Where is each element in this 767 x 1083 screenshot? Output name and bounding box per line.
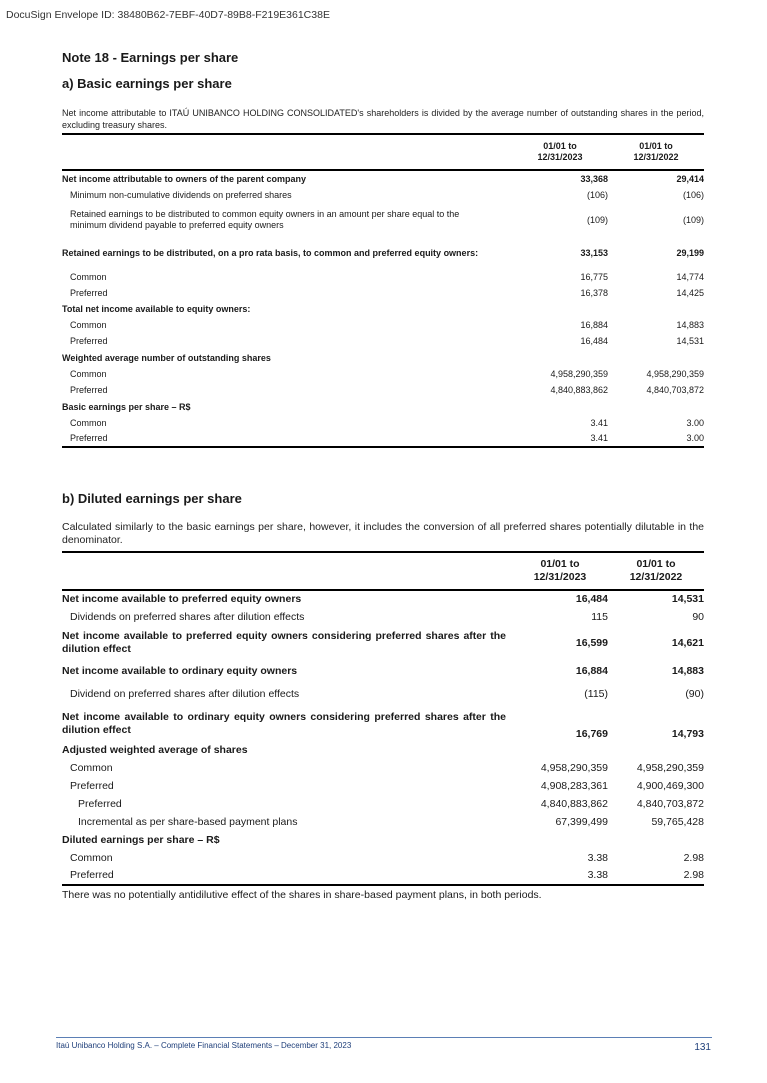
value-2023 [512,741,608,759]
value-2023: 16,484 [575,593,608,605]
value-2022 [608,831,704,849]
value-2022: 4,958,290,359 [646,368,704,379]
value-2023 [512,301,608,317]
table-row [62,795,704,813]
table-row [62,203,704,237]
table-row [62,759,704,777]
column-header-2022: 01/01 to 12/31/2022 [608,552,704,590]
value-2022: 4,958,290,359 [636,761,704,774]
value-2023 [512,350,608,366]
value-2022: 14,531 [671,593,704,605]
docusign-envelope-id: DocuSign Envelope ID: 38480B62-7EBF-40D7-89B8-F219E361C38E [6,9,330,21]
value-2023: 33,368 [580,173,608,184]
table-row [62,867,704,885]
value-2022 [608,350,704,366]
basic-eps-table [62,133,704,448]
table-row [62,382,704,399]
value-2022: (109) [682,214,704,225]
value-2022: (106) [682,189,704,200]
value-2023: 16,378 [580,287,608,298]
row-label: Common [70,319,107,330]
row-label: Net income available to preferred equity owners [62,593,302,605]
row-label: Preferred [78,797,122,810]
table-row [62,301,704,317]
row-label: Adjusted weighted average of shares [62,743,248,756]
table-row [62,813,704,831]
value-2023: 4,840,883,862 [550,385,608,395]
value-2023: 16,484 [580,336,608,346]
table-row [62,660,704,682]
row-label: Diluted earnings per share – R$ [62,833,220,846]
value-2023: 4,958,290,359 [540,761,608,774]
footer-text: Itaú Unibanco Holding S.A. – Complete Financial Statements – December 31, 2023 [56,1041,352,1050]
value-2023: 3.41 [590,417,608,428]
value-2023: 3.38 [587,851,608,864]
table-row [62,626,704,660]
value-2023: 4,908,283,361 [540,779,608,792]
value-2022 [608,399,704,415]
value-2022: 14,425 [676,287,704,298]
header-label [62,134,512,170]
row-label: Total net income available to equity owners: [62,303,251,314]
row-label: Incremental as per share-based payment plans [78,815,298,828]
row-label: Dividends on preferred shares after dilution effects [70,610,305,623]
column-header-2023: 01/01 to 12/31/2023 [512,134,608,170]
table-row [62,237,704,269]
value-2023: 33,153 [580,247,608,258]
value-2022: 4,840,703,872 [636,797,704,810]
value-2023: 115 [591,610,608,623]
table-row [62,831,704,849]
row-label: Net income available to ordinary equity owners [62,664,298,677]
value-2023: 16,884 [580,319,608,330]
row-label: Basic earnings per share – R$ [62,401,191,412]
row-label: Net income attributable to owners of the parent company [62,173,307,184]
column-header-2023: 01/01 to 12/31/2023 [512,552,608,590]
value-2023: (106) [586,189,608,200]
row-label: Preferred [70,869,114,881]
table-row [62,317,704,333]
section-b-title: b) Diluted earnings per share [62,491,242,506]
value-2022: 14,531 [676,336,704,346]
row-label: Common [70,271,107,282]
value-2023: 16,769 [575,728,608,740]
table-row [62,350,704,366]
value-2022: (90) [685,688,704,700]
table-row [62,170,704,187]
table-row [62,849,704,867]
table-row [62,366,704,382]
value-2022: 14,793 [671,728,704,740]
value-2022: 2.98 [683,851,704,864]
value-2022: 59,765,428 [651,815,704,828]
table-row [62,590,704,608]
value-2023: (109) [586,214,608,225]
value-2023: 67,399,499 [555,815,608,828]
value-2022: 4,840,703,872 [646,385,704,395]
value-2022: 2.98 [683,869,704,881]
value-2022: 3.00 [686,417,704,428]
row-label: Common [70,368,107,379]
row-label: Preferred [70,336,108,346]
row-label: Dividend on preferred shares after dilution effects [70,688,300,700]
value-2022: 14,621 [671,636,704,649]
section-a-title: a) Basic earnings per share [62,76,232,91]
value-2023: 4,958,290,359 [550,368,608,379]
footnote: There was no potentially antidilutive effect of the shares in share-based payment plans, in both periods. [62,889,542,901]
table-row [62,608,704,626]
row-label: Retained earnings to be distributed to common equity owners in an amount per share equal to the minimum dividend payable to preferred equity owners [70,209,460,230]
value-2023: 16,599 [575,636,608,649]
value-2023 [512,399,608,415]
table-row [62,285,704,301]
value-2022: 3.00 [686,433,704,443]
table-row [62,399,704,415]
header-label [62,552,512,590]
row-label: Preferred [70,433,108,443]
value-2023: 16,884 [575,664,608,677]
value-2022: 29,414 [676,173,704,184]
value-2022: 90 [692,610,704,623]
row-label: Preferred [70,385,108,395]
row-label: Common [70,851,113,864]
row-label: Common [70,761,113,774]
row-label: Weighted average number of outstanding shares [62,352,271,363]
table-row [62,741,704,759]
value-2023: (115) [584,688,608,700]
table-row [62,269,704,285]
value-2022: 14,883 [676,319,704,330]
section-b-intro: Calculated similarly to the basic earnings per share, however, it includes the conversion of all preferred shares potentially dilutable in the denominator. [62,521,704,546]
row-label: Net income available to ordinary equity owners considering preferred shares after the dilution effect [62,711,506,736]
table-header [62,552,704,590]
value-2022: 14,774 [676,271,704,282]
table-row [62,415,704,431]
value-2022: 4,900,469,300 [636,779,704,792]
row-label: Retained earnings to be distributed, on a pro rata basis, to common and preferred equity owners: [62,247,479,258]
table-row [62,777,704,795]
table-row [62,707,704,741]
table-row [62,682,704,707]
note-title: Note 18 - Earnings per share [62,50,239,65]
row-label: Preferred [70,779,114,792]
value-2022 [608,741,704,759]
page-number: 131 [694,1042,711,1053]
table-row [62,333,704,350]
section-a-intro: Net income attributable to ITAÚ UNIBANCO HOLDING CONSOLIDATED's shareholders is divided by the average number of outstanding shares in the period, excluding treasury shares. [62,108,704,130]
value-2022: 29,199 [676,247,704,258]
value-2023: 4,840,883,862 [540,797,608,810]
table-header [62,134,704,170]
column-header-2022: 01/01 to 12/31/2022 [608,134,704,170]
table-row [62,187,704,203]
value-2023 [512,831,608,849]
row-label: Preferred [70,287,108,298]
row-label: Net income available to preferred equity owners considering preferred shares after the dilution effect [62,630,506,655]
value-2023: 16,775 [580,271,608,282]
row-label: Minimum non-cumulative dividends on preferred shares [70,189,292,200]
row-label: Common [70,417,107,428]
diluted-eps-table [62,551,704,886]
value-2022 [608,301,704,317]
value-2022: 14,883 [671,664,704,677]
value-2023: 3.41 [590,433,608,443]
value-2023: 3.38 [587,869,608,881]
table-row [62,431,704,447]
footer-divider [56,1037,712,1038]
